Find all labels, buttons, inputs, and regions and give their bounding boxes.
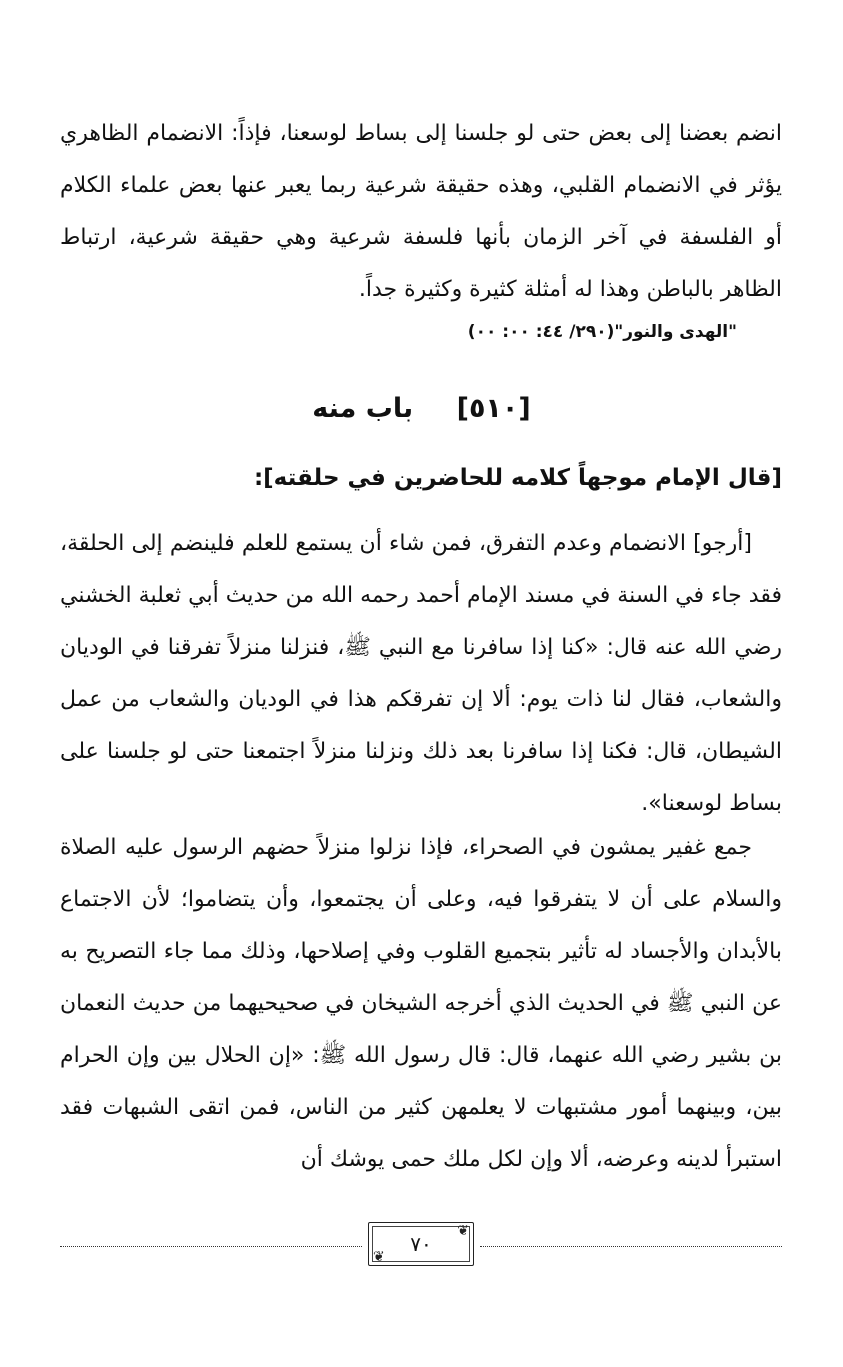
paragraph-hadith: [أرجو] الانضمام وعدم التفرق، فمن شاء أن يستمع للعلم فلينضم إلى الحلقة، فقد جاء في السنة في مسند الإمام أحمد رحمه الله من حديث أبي ثعلبة الخشني رضي الله عنه قال: «كنا إذا سافرنا مع النبي ﷺ، فنزلنا منزلاً تفرقنا في الوديان والشعاب، فقال لنا ذات يوم: ألا إن تفرقكم هذا في الوديان والشعاب من عمل الشيطان، قال: فكنا إذا سافرنا بعد ذلك ونزلنا منزلاً اجتمعنا حتى لو جلسنا على بساط لوسعنا».: [60, 531, 782, 816]
footer-divider-left: [60, 1246, 362, 1247]
paragraph-commentary: جمع غفير يمشون في الصحراء، فإذا نزلوا منزلاً حضهم الرسول عليه الصلاة والسلام على أن لا يتفرقوا فيه، وعلى أن يجتمعوا، وأن يتضاموا؛ لأن الاجتماع بالأبدان والأجساد له تأثير بتجميع القلوب وفي إصلاحها، وذلك مما جاء التصريح به عن النبي ﷺ في الحديث الذي أخرجه الشيخان في صحيحيهما من حديث النعمان بن بشير رضي الله عنهما، قال: قال رسول الله ﷺ: «إن الحلال بين وإن الحرام بين، وبينهما أمور مشتبهات لا يعلمهن كثير من الناس، فمن اتقى الشبهات فقد استبرأ لدينه وعرضه، ألا وإن لكل ملك حمى يوشك أن: [60, 835, 782, 1172]
page-number: ٧٠: [410, 1232, 432, 1256]
source-citation: "الهدى والنور"(٢٩٠/ ٤٤: ٠٠: ٠٠): [467, 322, 737, 342]
footer-divider-right: [480, 1246, 782, 1247]
section-note: [قال الإمام موجهاً كلامه للحاضرين في حلقته]:: [253, 465, 782, 491]
section-number: [٥١٠]: [456, 393, 531, 424]
ornament-icon: ❦: [373, 1249, 385, 1265]
ornament-icon: ❦: [457, 1223, 469, 1239]
paragraph-top: انضم بعضنا إلى بعض حتى لو جلسنا إلى بساط لوسعنا، فإذاً: الانضمام الظاهري يؤثر في الانضمام القلبي، وهذه حقيقة شرعية ربما يعبر عنها بعض علماء الكلام أو الفلسفة في آخر الزمان بأنها فلسفة شرعية وهي حقيقة شرعية، ارتباط الظاهر بالباطن وهذا له أمثلة كثيرة وكثيرة جداً.: [60, 121, 782, 302]
page-footer: [60, 1218, 782, 1274]
section-heading: [0, 393, 843, 424]
page-number-frame: [368, 1222, 474, 1266]
section-title: باب منه: [312, 393, 414, 424]
